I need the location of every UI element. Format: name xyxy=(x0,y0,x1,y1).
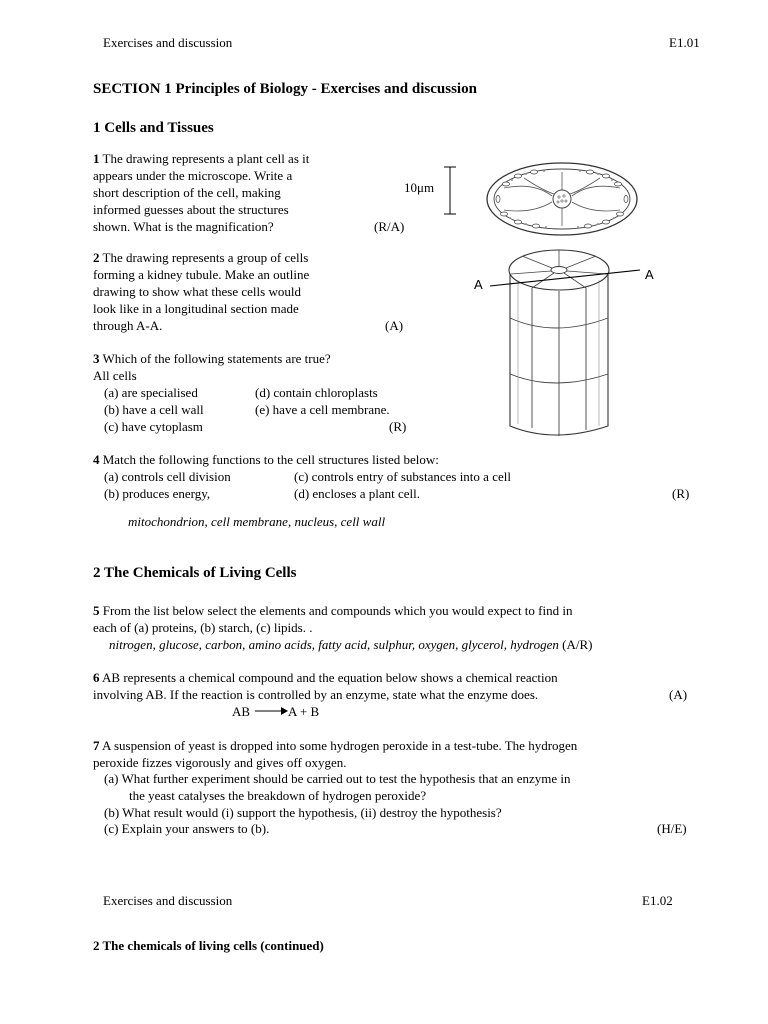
topic2-title: 2 The Chemicals of Living Cells xyxy=(93,565,297,581)
q5-number: 5 xyxy=(93,603,100,618)
q7-tag: (H/E) xyxy=(657,821,687,836)
topic1-title: 1 Cells and Tissues xyxy=(93,120,214,136)
q5-text-2: each of (a) proteins, (b) starch, (c) lipids. . xyxy=(93,620,313,635)
q5-element-list-line xyxy=(109,637,592,654)
q3-text-1: Which of the following statements are true? xyxy=(99,351,331,366)
section-label-right: A xyxy=(645,267,654,282)
q3-text-2: All cells xyxy=(93,368,137,383)
scale-bar-icon xyxy=(440,165,460,217)
header-left: Exercises and discussion xyxy=(103,35,233,50)
q4-text-1: Match the following functions to the cell structures listed below: xyxy=(99,452,439,467)
q5-line-1 xyxy=(93,603,572,620)
kidney-tubule-drawing xyxy=(484,246,644,442)
q6-tag: (A) xyxy=(669,687,688,702)
q7-text-4: the yeast catalyses the breakdown of hydrogen peroxide? xyxy=(129,788,427,803)
page2-header-right: E1.02 xyxy=(642,893,673,908)
q4-option-c: (c) controls entry of substances into a cell xyxy=(294,469,511,484)
q1-text-5: shown. What is the magnification? xyxy=(93,219,274,234)
reaction-arrow-icon xyxy=(255,705,289,717)
q2-text-1: The drawing represents a group of cells xyxy=(99,250,309,265)
equation-right: A + B xyxy=(288,704,320,719)
header-right: E1.01 xyxy=(669,35,700,50)
q1-number: 1 xyxy=(93,151,100,166)
q6-line-1 xyxy=(93,670,558,687)
q4-option-d: (d) encloses a plant cell. xyxy=(294,486,420,501)
q2-tag: (A) xyxy=(385,318,404,333)
q5-tag: (A/R) xyxy=(562,637,593,652)
q7-text-3: (a) What further experiment should be carried out to test the hypothesis that an enzyme in xyxy=(104,771,571,786)
q7-text-6: (c) Explain your answers to (b). xyxy=(104,821,270,836)
q4-tag: (R) xyxy=(672,486,690,501)
q4-structure-list: mitochondrion, cell membrane, nucleus, cell wall xyxy=(128,514,386,529)
section-label-left: A xyxy=(474,277,483,292)
section-title: SECTION 1 Principles of Biology - Exercises and discussion xyxy=(93,81,477,97)
q4-option-a: (a) controls cell division xyxy=(104,469,231,484)
q4-number: 4 xyxy=(93,452,100,467)
equation-left: AB xyxy=(232,704,251,719)
q3-option-b: (b) have a cell wall xyxy=(104,402,204,417)
q7-number: 7 xyxy=(93,738,100,753)
q1-text-2: appears under the microscope. Write a xyxy=(93,168,293,183)
q2-text-5: through A-A. xyxy=(93,318,163,333)
scale-bar-label: 10μm xyxy=(404,180,435,195)
q2-text-4: look like in a longitudinal section made xyxy=(93,301,299,316)
page2-title: 2 The chemicals of living cells (continued) xyxy=(93,938,324,953)
q7-text-2: peroxide fizzes vigorously and gives off oxygen. xyxy=(93,755,347,770)
q7-text-5: (b) What result would (i) support the hypothesis, (ii) destroy the hypothesis? xyxy=(104,805,502,820)
q1-text-3: short description of the cell, making xyxy=(93,185,281,200)
q3-option-e: (e) have a cell membrane. xyxy=(255,402,390,417)
q2-number: 2 xyxy=(93,250,100,265)
q3-tag: (R) xyxy=(389,419,407,434)
q4-option-b: (b) produces energy, xyxy=(104,486,211,501)
q1-tag: (R/A) xyxy=(374,219,405,234)
q1-text-1: The drawing represents a plant cell as it xyxy=(99,151,310,166)
q6-text-2: involving AB. If the reaction is controlled by an enzyme, state what the enzyme does. xyxy=(93,687,539,702)
q3-line-1 xyxy=(93,351,331,368)
q3-number: 3 xyxy=(93,351,100,366)
q7-line-1 xyxy=(93,738,577,755)
q6-text-1: AB represents a chemical compound and the equation below shows a chemical reaction xyxy=(99,670,558,685)
q2-line-1 xyxy=(93,250,308,267)
q3-option-c: (c) have cytoplasm xyxy=(104,419,203,434)
q4-line-1 xyxy=(93,452,439,469)
q1-text-4: informed guesses about the structures xyxy=(93,202,289,217)
q6-number: 6 xyxy=(93,670,100,685)
q2-text-3: drawing to show what these cells would xyxy=(93,284,301,299)
q7-text-1: A suspension of yeast is dropped into some hydrogen peroxide in a test-tube. The hydrogen xyxy=(99,738,578,753)
q2-text-2: forming a kidney tubule. Make an outline xyxy=(93,267,310,282)
q3-option-d: (d) contain chloroplasts xyxy=(255,385,378,400)
page2-header-left: Exercises and discussion xyxy=(103,893,233,908)
q5-text-1: From the list below select the elements and compounds which you would expect to find in xyxy=(99,603,573,618)
q1-line-1 xyxy=(93,151,309,168)
q3-option-a: (a) are specialised xyxy=(104,385,198,400)
plant-cell-drawing xyxy=(484,160,640,238)
q5-element-list: nitrogen, glucose, carbon, amino acids, fatty acid, sulphur, oxygen, glycerol, hydrogen xyxy=(109,637,559,652)
